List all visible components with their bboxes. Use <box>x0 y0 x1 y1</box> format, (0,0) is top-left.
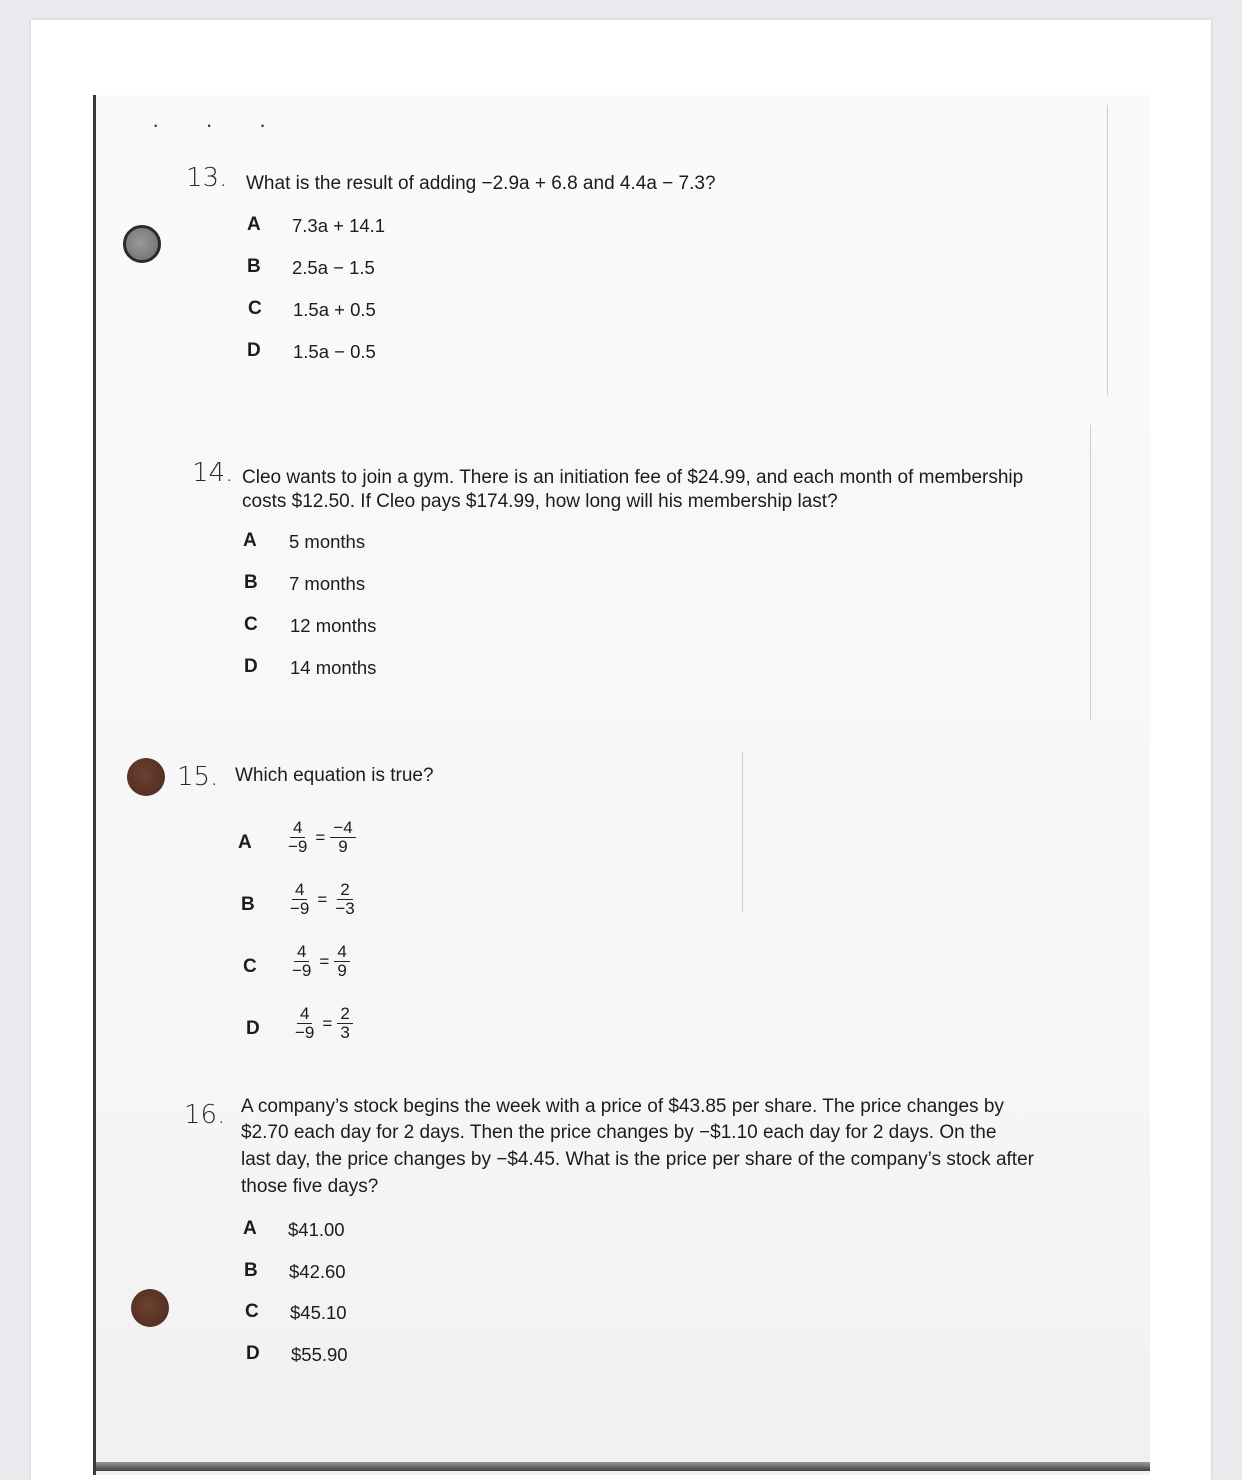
question-13-text: What is the result of adding −2.9a + 6.8 and 4.4a − 7.3? <box>246 173 716 194</box>
marker-dot <box>127 758 165 796</box>
denominator: −9 <box>292 961 312 980</box>
question-14-option-c-text[interactable]: 12 months <box>290 615 377 636</box>
numerator: 2 <box>337 1005 352 1024</box>
question-16-option-a-text[interactable]: $41.00 <box>288 1219 345 1240</box>
question-13-option-c-text[interactable]: 1.5a + 0.5 <box>293 299 376 320</box>
question-14-option-d-text[interactable]: 14 months <box>290 657 377 678</box>
question-14-option-c-letter[interactable]: C <box>244 614 258 635</box>
question-14-text-line2: costs $12.50. If Cleo pays $174.99, how long will his membership last? <box>242 491 838 512</box>
fraction <box>334 943 349 980</box>
numerator: 2 <box>337 881 352 900</box>
question-14-option-b-text[interactable]: 7 months <box>289 573 366 594</box>
question-14-number: 14. <box>192 458 234 488</box>
equals-sign: = <box>315 827 326 847</box>
question-14-option-a-text[interactable]: 5 months <box>289 531 366 552</box>
denominator: 9 <box>337 961 347 980</box>
question-15-text: Which equation is true? <box>235 765 434 786</box>
denominator: 3 <box>340 1023 350 1042</box>
numerator: 4 <box>292 881 307 900</box>
question-16-option-d-text[interactable]: $55.90 <box>291 1344 348 1365</box>
page-marks: · · · <box>152 112 287 137</box>
question-13-option-b-text[interactable]: 2.5a − 1.5 <box>292 257 375 278</box>
question-15-option-c-letter[interactable]: C <box>243 956 257 977</box>
question-13-option-b-letter[interactable]: B <box>247 256 261 277</box>
question-15-option-d-letter[interactable]: D <box>246 1018 260 1039</box>
equals-sign: = <box>317 889 328 909</box>
denominator: −9 <box>288 837 308 856</box>
question-16-option-b-letter[interactable]: B <box>244 1260 258 1281</box>
question-14-text-line1: Cleo wants to join a gym. There is an initiation fee of $24.99, and each month of membership <box>242 467 1024 488</box>
question-13-option-a-text[interactable]: 7.3a + 14.1 <box>292 215 386 236</box>
fraction <box>330 819 355 856</box>
question-15-option-b-letter[interactable]: B <box>241 894 255 915</box>
question-13-option-d-text[interactable]: 1.5a − 0.5 <box>293 341 376 362</box>
marker-dot <box>131 1289 169 1327</box>
numerator: 4 <box>297 1005 312 1024</box>
question-13-number: 13. <box>186 163 228 193</box>
fraction <box>332 881 357 918</box>
denominator: 9 <box>338 837 348 856</box>
numerator: −4 <box>330 819 355 838</box>
question-16-text-line3: last day, the price changes by −$4.45. What is the price per share of the company’s stock after <box>241 1149 1034 1170</box>
question-16-option-a-letter[interactable]: A <box>243 1218 257 1239</box>
question-16-option-b-text[interactable]: $42.60 <box>289 1261 346 1282</box>
question-15-number: 15. <box>177 762 219 792</box>
question-14-option-b-letter[interactable]: B <box>244 572 258 593</box>
equals-sign: = <box>322 1013 333 1033</box>
page-fold-line <box>1090 425 1091 720</box>
question-16-text-line2: $2.70 each day for 2 days. Then the price changes by −$1.10 each day for 2 days. On the <box>241 1122 997 1143</box>
fraction <box>287 881 312 918</box>
question-14-option-d-letter[interactable]: D <box>244 656 258 677</box>
question-15-option-d-equation[interactable] <box>292 1005 353 1042</box>
page-bottom-edge <box>96 1462 1150 1471</box>
equals-sign: = <box>319 951 330 971</box>
denominator: −9 <box>295 1023 315 1042</box>
question-16-option-d-letter[interactable]: D <box>246 1343 260 1364</box>
marker-dot <box>123 225 161 263</box>
fraction <box>289 943 314 980</box>
question-16-text-line1: A company’s stock begins the week with a price of $43.85 per share. The price changes by <box>241 1096 1004 1117</box>
question-16-option-c-letter[interactable]: C <box>245 1301 259 1322</box>
numerator: 4 <box>334 943 349 962</box>
page-left-edge <box>93 95 96 1475</box>
question-15-option-c-equation[interactable] <box>289 943 350 980</box>
question-13-option-a-letter[interactable]: A <box>247 214 261 235</box>
question-16-text-line4: those five days? <box>241 1176 379 1197</box>
question-13-option-d-letter[interactable]: D <box>247 340 261 361</box>
numerator: 4 <box>290 819 305 838</box>
fraction <box>337 1005 352 1042</box>
fraction <box>292 1005 317 1042</box>
question-16-number: 16. <box>184 1100 226 1130</box>
denominator: −9 <box>290 899 310 918</box>
numerator: 4 <box>294 943 309 962</box>
question-16-option-c-text[interactable]: $45.10 <box>290 1302 347 1323</box>
fraction <box>285 819 310 856</box>
page-fold-line <box>742 752 743 912</box>
question-15-option-a-letter[interactable]: A <box>238 832 252 853</box>
question-13-option-c-letter[interactable]: C <box>248 298 262 319</box>
question-15-option-b-equation[interactable] <box>287 881 358 918</box>
question-15-option-a-equation[interactable] <box>285 819 356 856</box>
denominator: −3 <box>335 899 355 918</box>
question-14-option-a-letter[interactable]: A <box>243 530 257 551</box>
page-fold-line <box>1107 105 1108 395</box>
